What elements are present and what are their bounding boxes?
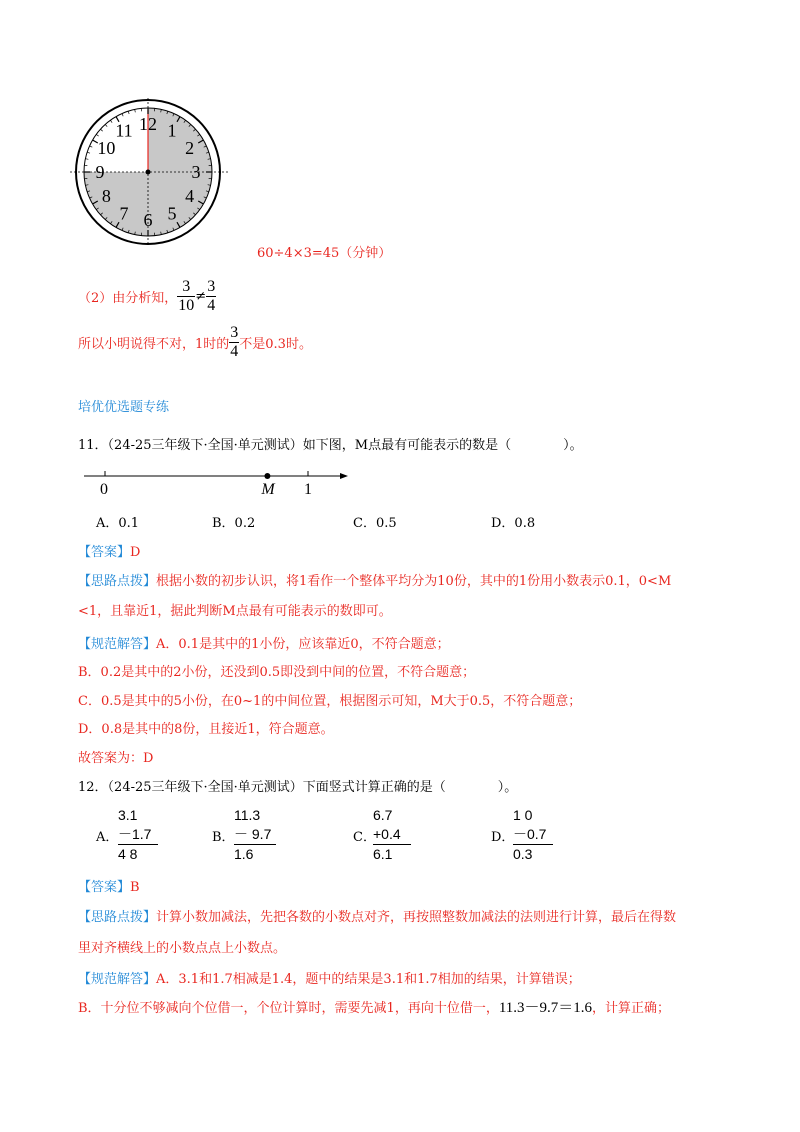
- solution-tag: 【规范解答】: [78, 637, 157, 652]
- q11-solution-3: C．0.5是其中的5小份，在0~1的中间位置，根据图示可知，M大于0.5，不符合题意；: [78, 694, 582, 709]
- clock-center-dot: [146, 170, 151, 175]
- q11-hint-2: <1，且靠近1，据此判断M点最有可能表示的数即可。: [78, 604, 392, 619]
- q11-option-d[interactable]: D．0.8: [491, 516, 536, 531]
- q11-option-a[interactable]: A．0.1: [96, 516, 140, 531]
- clock-figure: [70, 98, 230, 248]
- hint-tag: 【思路点拨】: [78, 574, 157, 589]
- answer-value: B: [130, 880, 140, 895]
- q12-option-b-label[interactable]: B．: [212, 830, 235, 845]
- hint-text-1: 根据小数的初步认识，将1看作一个整体平均分为10份，其中的1份用小数表示0.1，0<M: [156, 574, 672, 589]
- q12-option-b-vertical: 11.3 － 9.7 1.6: [234, 806, 276, 864]
- q12-option-c-vertical: 6.7 +0.4 6.1: [373, 806, 411, 864]
- q11-solution: [78, 633, 450, 652]
- part2-line: [78, 278, 216, 315]
- conclusion-pre: 所以小明说得不对，1时的: [78, 337, 230, 352]
- q11-option-c[interactable]: C．0.5: [353, 516, 397, 531]
- not-equal-sign: ≠: [195, 289, 207, 304]
- q12-stem: 12．（24-25三年级下·全国·单元测试）下面竖式计算正确的是（ ）。: [78, 780, 518, 795]
- clock-number: 4: [185, 186, 195, 206]
- q11-final-answer: 故答案为：D: [78, 751, 154, 766]
- q11-solution-4: D．0.8是其中的8份，且接近1，符合题意。: [78, 722, 334, 737]
- fraction-3-10: $\frac{3}{10}$: [178, 278, 195, 314]
- q11-hint: [78, 570, 671, 589]
- clock-number: 7: [119, 203, 129, 224]
- conclusion-post: 不是0.3时。: [239, 337, 312, 352]
- label-m: M: [261, 481, 275, 498]
- hint-tag: 【思路点拨】: [78, 910, 157, 925]
- q12-option-a-vertical: 3.1 －1.7 4 8: [118, 806, 158, 864]
- conclusion-line: [78, 324, 312, 361]
- q12-solution: [78, 968, 581, 987]
- clock-number: 6: [143, 210, 153, 230]
- part2-prefix: （2）由分析知，: [78, 291, 178, 306]
- solution-line-2-pre: B．十分位不够减向个位借一，个位计算时，需要先减1，再向十位借一，: [78, 1001, 499, 1016]
- clock-number: 2: [185, 138, 195, 158]
- q11-stem: 11．（24-25三年级下·全国·单元测试）如下图，M点最有可能表示的数是（ ）。: [78, 438, 583, 453]
- clock-number: 10: [97, 138, 116, 158]
- q12-hint: [78, 906, 676, 925]
- q12-option-d-label[interactable]: D．: [491, 830, 515, 845]
- clock-number: 1: [167, 120, 177, 141]
- q11-option-b[interactable]: B．0.2: [212, 516, 256, 531]
- solution-line-2-math: 11.3－9.7＝1.6: [498, 1000, 593, 1016]
- solution-line-2-post: ，计算正确；: [592, 1001, 671, 1016]
- m-point: [264, 473, 270, 479]
- clock-number: 12: [139, 114, 157, 134]
- q12-option-c-label[interactable]: C．: [353, 830, 376, 845]
- solution-line-1: A．3.1和1.7相减是1.4，题中的结果是3.1和1.7相加的结果，计算错误；: [156, 972, 581, 987]
- q12-solution-2: [78, 996, 670, 1017]
- calc-line: 60÷4×3=45（分钟）: [257, 246, 392, 261]
- q11-answer: [78, 541, 140, 560]
- clock-number: 3: [191, 162, 201, 182]
- q11-solution-2: B．0.2是其中的2小份，还没到0.5即没到中间的位置，不符合题意；: [78, 665, 476, 680]
- q12-hint-2: 里对齐横线上的小数点点上小数点。: [78, 941, 287, 956]
- clock-number: 8: [101, 186, 111, 206]
- number-line: [80, 464, 360, 498]
- clock-number: 9: [95, 162, 105, 182]
- q12-option-d-vertical: 1 0 －0.7 0.3: [513, 806, 553, 864]
- answer-tag: 【答案】: [78, 545, 131, 560]
- solution-tag: 【规范解答】: [78, 972, 157, 987]
- q12-option-a-label[interactable]: A．: [96, 830, 119, 845]
- answer-value: D: [130, 545, 141, 560]
- fraction-3-4: $\frac{3}{4}$: [207, 278, 216, 314]
- q12-answer: [78, 876, 140, 895]
- solution-line-1: A．0.1是其中的1小份，应该靠近0，不符合题意；: [156, 637, 450, 652]
- hint-text-1: 计算小数加减法，先把各数的小数点对齐，再按照整数加减法的法则进行计算，最后在得数: [156, 910, 677, 925]
- clock-number: 11: [115, 120, 133, 141]
- label-one: 1: [304, 481, 312, 498]
- clock-number: 5: [167, 203, 177, 224]
- number-line-arrow: [340, 473, 348, 479]
- section-title: 培优优选题专练: [78, 400, 170, 415]
- answer-tag: 【答案】: [78, 880, 131, 895]
- fraction-3-4-conclusion: $\frac{3}{4}$: [230, 324, 239, 360]
- label-zero: 0: [100, 481, 108, 498]
